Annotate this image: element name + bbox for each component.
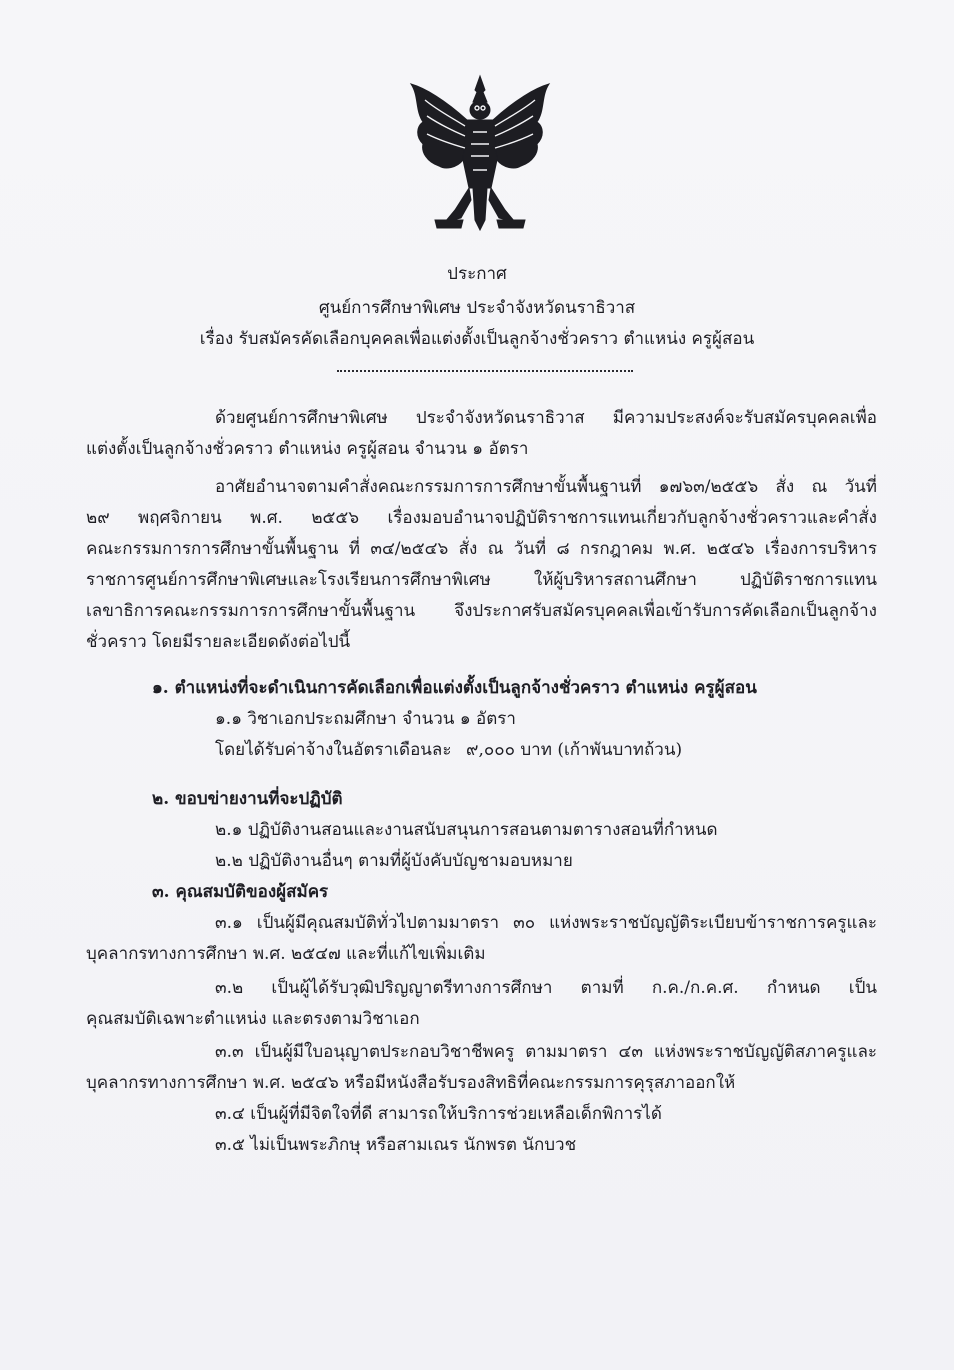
doc-type-title: ประกาศ <box>447 264 507 284</box>
section1-salary-label: โดยได้รับค่าจ้างในอัตราเดือนละ <box>215 740 452 760</box>
intro-p2-line3: คณะกรรมการการศึกษาขั้นพื้นฐาน ที่ ๓๔/๒๕๔๖ สั่ง ณ วันที่ ๘ กรกฎาคม พ.ศ. ๒๕๔๖ เรื่องการบริหาร <box>86 539 877 559</box>
intro-p2-line5: เลขาธิการคณะกรรมการการศึกษาขั้นพื้นฐาน จึงประกาศรับสมัครบุคคลเพื่อเข้ารับการคัดเลือกเป็นลูกจ้าง <box>86 601 877 621</box>
header-divider <box>337 362 633 372</box>
section1-salary-value: ๙,๐๐๐ บาท (เก้าพันบาทถ้วน) <box>466 740 683 760</box>
section3-item2-line1: ๓.๒ เป็นผู้ได้รับวุฒิปริญญาตรีทางการศึกษา ตามที่ ก.ค./ก.ค.ศ. กำหนด เป็น <box>215 978 877 998</box>
section1-item1: ๑.๑ วิชาเอกประถมศึกษา จำนวน ๑ อัตรา <box>215 709 516 729</box>
intro-p2-line4: ราชการศูนย์การศึกษาพิเศษและโรงเรียนการศึกษาพิเศษ ให้ผู้บริหารสถานศึกษา ปฏิบัติราชการแทน <box>86 570 877 590</box>
subject-line: เรื่อง รับสมัครคัดเลือกบุคคลเพื่อแต่งตั้งเป็นลูกจ้างชั่วคราว ตำแหน่ง ครูผู้สอน <box>199 329 755 349</box>
intro-p2-line1: อาศัยอำนาจตามคำสั่งคณะกรรมการการศึกษาขั้นพื้นฐานที่ ๑๗๖๓/๒๕๕๖ สั่ง ณ วันที่ <box>215 477 877 497</box>
intro-p2-line2: ๒๙ พฤศจิกายน พ.ศ. ๒๕๕๖ เรื่องมอบอำนาจปฏิบัติราชการแทนเกี่ยวกับลูกจ้างชั่วคราวและคำสั่ง <box>86 508 877 528</box>
intro-p1-line2: แต่งตั้งเป็นลูกจ้างชั่วคราว ตำแหน่ง ครูผู้สอน จำนวน ๑ อัตรา <box>86 439 529 459</box>
section3-item1-line2: บุคลากรทางการศึกษา พ.ศ. ๒๕๔๗ และที่แก้ไขเพิ่มเติม <box>86 944 486 964</box>
section2-heading: ๒. ขอบข่ายงานที่จะปฏิบัติ <box>152 789 343 809</box>
section3-item1-line1: ๓.๑ เป็นผู้มีคุณสมบัติทั่วไปตามมาตรา ๓๐ แห่งพระราชบัญญัติระเบียบข้าราชการครูและ <box>215 913 877 933</box>
intro-p2-line6: ชั่วคราว โดยมีรายละเอียดดังต่อไปนี้ <box>86 632 351 652</box>
section3-item2-line2: คุณสมบัติเฉพาะตำแหน่ง และตรงตามวิชาเอก <box>86 1009 420 1029</box>
section3-item4: ๓.๔ เป็นผู้ที่มีจิตใจที่ดี สามารถให้บริการช่วยเหลือเด็กพิการได้ <box>215 1104 662 1124</box>
section2-item1: ๒.๑ ปฏิบัติงานสอนและงานสนับสนุนการสอนตามตารางสอนที่กำหนด <box>215 820 718 840</box>
section3-item5: ๓.๕ ไม่เป็นพระภิกษุ หรือสามเณร นักพรต นักบวช <box>215 1135 577 1155</box>
garuda-emblem-icon <box>405 70 555 235</box>
section2-item2: ๒.๒ ปฏิบัติงานอื่นๆ ตามที่ผู้บังคับบัญชามอบหมาย <box>215 851 573 871</box>
section1-heading: ๑. ตำแหน่งที่จะดำเนินการคัดเลือกเพื่อแต่งตั้งเป็นลูกจ้างชั่วคราว ตำแหน่ง ครูผู้สอน <box>152 678 757 698</box>
section3-heading: ๓. คุณสมบัติของผู้สมัคร <box>152 882 329 902</box>
organization-name: ศูนย์การศึกษาพิเศษ ประจำจังหวัดนราธิวาส <box>318 298 636 318</box>
section3-item3-line1: ๓.๓ เป็นผู้มีใบอนุญาตประกอบวิชาชีพครู ตามมาตรา ๔๓ แห่งพระราชบัญญัติสภาครูและ <box>215 1042 877 1062</box>
section3-item3-line2: บุคลากรทางการศึกษา พ.ศ. ๒๕๔๖ หรือมีหนังสือรับรองสิทธิที่คณะกรรมการคุรุสภาออกให้ <box>86 1073 736 1093</box>
intro-p1-line1: ด้วยศูนย์การศึกษาพิเศษ ประจำจังหวัดนราธิวาส มีความประสงค์จะรับสมัครบุคคลเพื่อ <box>215 408 877 428</box>
